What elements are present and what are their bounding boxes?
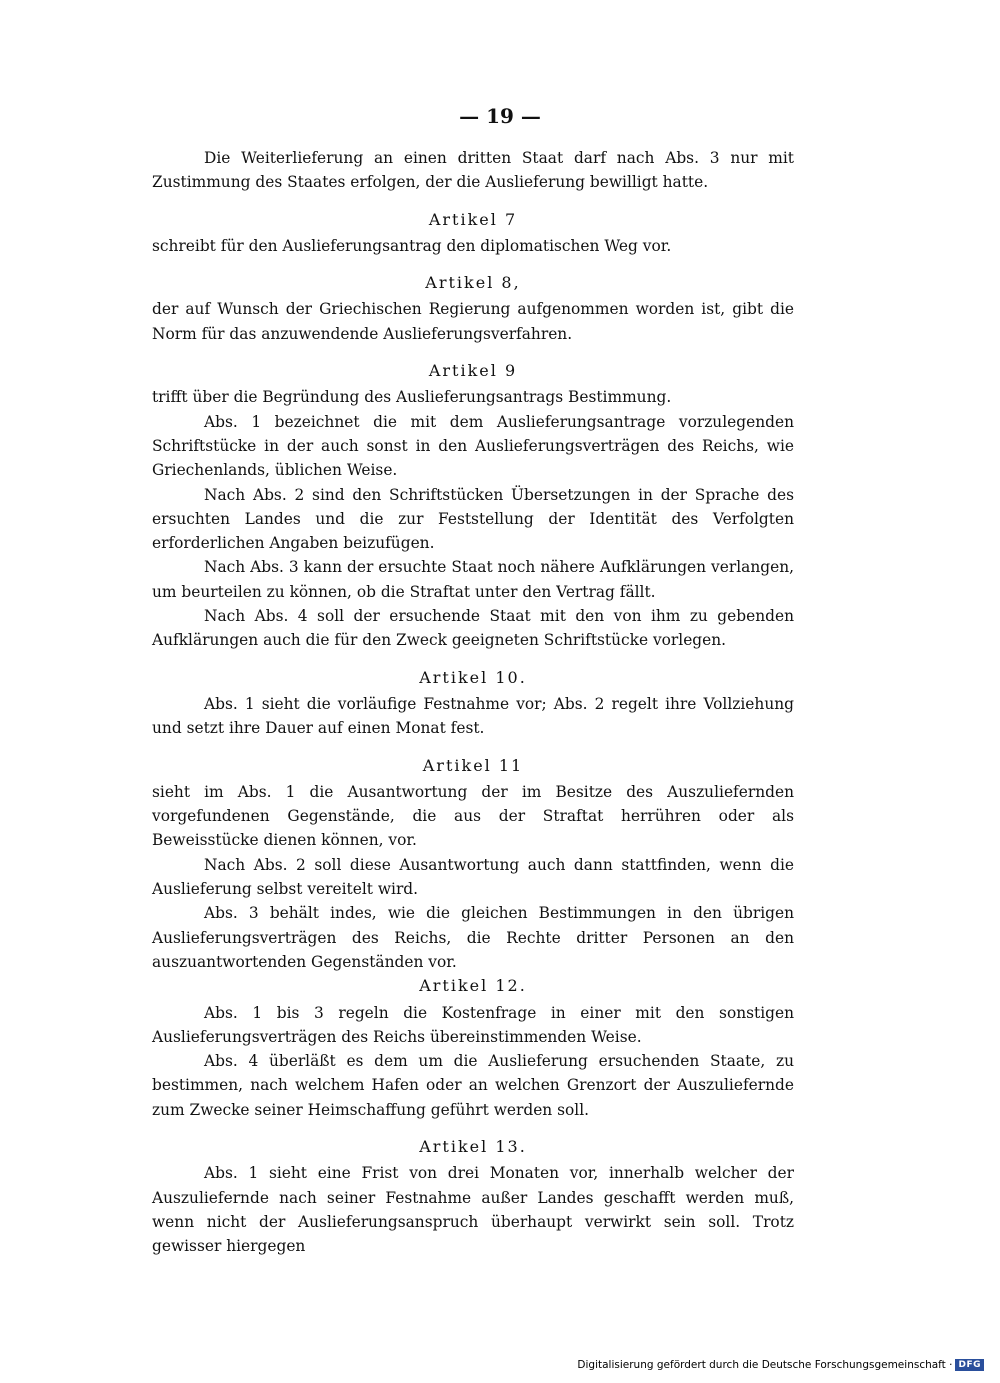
article-heading: Artikel 10. (419, 667, 527, 687)
paragraph: Abs. 4 überläßt es dem um die Auslieferung ersuchenden Staate, zu bestimmen, nach welchem Hafen oder an welchen Grenzort der Auszuliefernde zum Zwecke seiner Heimschaffung geführt werden soll. (152, 1052, 794, 1119)
paragraph: Abs. 1 sieht eine Frist von drei Monaten vor, innerhalb welcher der Auszuliefernde nach seiner Festnahme außer Landes geschafft werden muß, wenn nicht der Auslieferungsanspruch überhaupt verwirkt sein soll. Trotz gewisser hiergegen (152, 1164, 794, 1256)
paragraph: Abs. 3 behält indes, wie die gleichen Bestimmungen in den übrigen Auslieferungsverträgen des Reichs, die Rechte dritter Personen an den auszuantwortenden Gegenständen vor. (152, 904, 794, 971)
article-heading: Artikel 12. (419, 976, 527, 996)
article-heading: Artikel 11 (422, 755, 524, 775)
page-number: — 19 — (459, 104, 541, 128)
document-body (152, 146, 794, 1258)
paragraph: Nach Abs. 4 soll der ersuchende Staat mit den von ihm zu gebenden Aufklärungen auch die für den Zweck geeigneten Schriftstücke vorlegen. (152, 607, 794, 650)
footer-text: Digitalisierung gefördert durch die Deutsche Forschungsgemeinschaft · (577, 1359, 953, 1371)
article-heading: Artikel 9 (428, 361, 518, 381)
paragraph: trifft über die Begründung des Auslieferungsantrags Bestimmung. (152, 388, 672, 407)
paragraph: Nach Abs. 3 kann der ersuchte Staat noch nähere Aufklärungen verlangen, um beurteilen zu können, ob die Straftat unter den Vertrag fällt. (152, 558, 794, 601)
paragraph: Die Weiterlieferung an einen dritten Staat darf nach Abs. 3 nur mit Zustimmung des Staates erfolgen, der die Auslieferung bewilligt hatte. (152, 149, 794, 192)
article-heading: Artikel 8, (425, 273, 521, 293)
paragraph: Abs. 1 bezeichnet die mit dem Auslieferungsantrage vorzulegenden Schriftstücke in der auch sonst in den Auslieferungsverträgen des Reichs, wie Griechenlands, üblichen Weise. (152, 412, 794, 480)
dfg-logo: DFG (955, 1359, 984, 1371)
digitization-credit (577, 1359, 984, 1371)
article-heading: Artikel 13. (419, 1136, 527, 1156)
paragraph: Abs. 1 bis 3 regeln die Kostenfrage in einer mit den sonstigen Auslieferungsverträgen des Reichs übereinstimmenden Weise. (152, 1003, 794, 1046)
paragraph: Abs. 1 sieht die vorläufige Festnahme vor; Abs. 2 regelt ihre Vollziehung und setzt ihre Dauer auf einen Monat fest. (152, 694, 794, 738)
paragraph: Nach Abs. 2 sind den Schriftstücken Übersetzungen in der Sprache des ersuchten Landes und die zur Feststellung der Identität des Verfolgten erforderlichen Angaben beizufügen. (152, 485, 794, 553)
paragraph: sieht im Abs. 1 die Ausantwortung der im Besitze des Auszuliefernden vorgefundenen Gegenstände, die aus der Straftat herrühren oder als Beweisstücke dienen können, vor. (152, 782, 794, 850)
paragraph: Nach Abs. 2 soll diese Ausantwortung auch dann stattfinden, wenn die Auslieferung selbst vereitelt wird. (152, 855, 794, 899)
paragraph: der auf Wunsch der Griechischen Regierung aufgenommen worden ist, gibt die Norm für das anzuwendende Auslieferungsverfahren. (152, 300, 794, 343)
article-heading: Artikel 7 (428, 209, 518, 229)
paragraph: schreibt für den Auslieferungsantrag den diplomatischen Weg vor. (152, 236, 672, 255)
